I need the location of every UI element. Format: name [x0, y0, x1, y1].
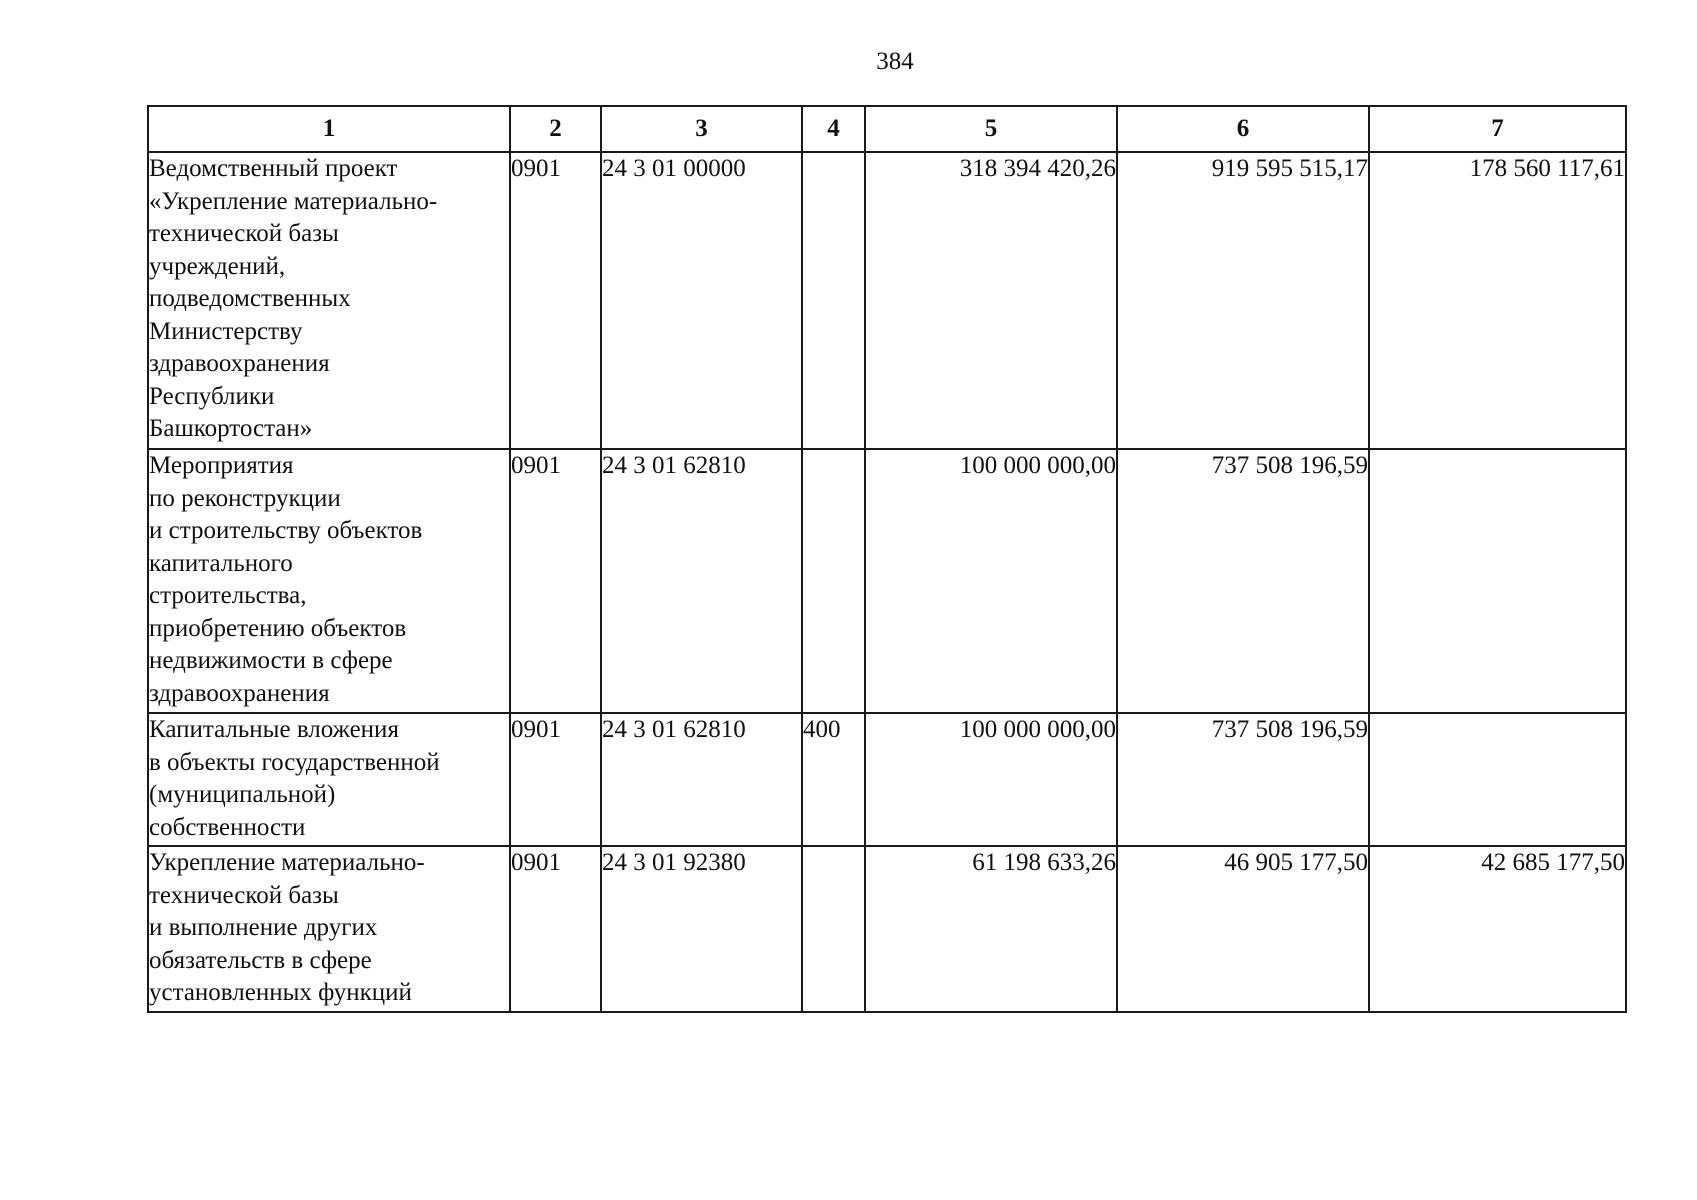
- row-name-line: Капитальные вложения: [149, 716, 399, 743]
- table-row: [148, 846, 1626, 1012]
- row-name-line: в объекты государственной: [149, 748, 440, 776]
- col-header-5: 5: [865, 106, 1117, 152]
- row-name-line: по реконструкции: [149, 484, 341, 512]
- table-row: [148, 449, 1626, 713]
- row-section-cell: 0901: [510, 713, 601, 846]
- row-name-line: установленных функций: [149, 979, 412, 1006]
- row-name-line: Укрепление материально-: [149, 849, 425, 876]
- row-value-7-cell: 42 685 177,50: [1369, 846, 1626, 1012]
- row-name-line: обязательств в сфере: [149, 946, 372, 974]
- row-target-code-cell: 24 3 01 92380: [601, 846, 802, 1012]
- row-name-line: недвижимости в сфере: [149, 647, 393, 674]
- row-expense-type-cell: [802, 152, 865, 449]
- row-value-6-cell: 737 508 196,59: [1117, 449, 1369, 713]
- row-section-cell: 0901: [510, 152, 601, 449]
- row-name-line: и строительству объектов: [149, 517, 423, 544]
- row-name-cell: [148, 449, 510, 713]
- row-name-line: Министерству: [149, 317, 303, 345]
- row-name-line: здравоохранения: [149, 350, 330, 377]
- row-value-5-cell: 100 000 000,00: [865, 449, 1117, 713]
- row-section-cell: 0901: [510, 846, 601, 1012]
- row-name-line: (муниципальной): [149, 781, 336, 808]
- col-header-6: 6: [1117, 106, 1369, 152]
- row-name-line: приобретению объектов: [149, 614, 407, 642]
- row-section-cell: 0901: [510, 449, 601, 713]
- row-name-line: собственности: [149, 813, 306, 841]
- row-value-6-cell: 737 508 196,59: [1117, 713, 1369, 846]
- row-target-code-cell: 24 3 01 00000: [601, 152, 802, 449]
- row-value-6-cell: 919 595 515,17: [1117, 152, 1369, 449]
- row-name-cell: [148, 713, 510, 846]
- row-value-5-cell: 318 394 420,26: [865, 152, 1117, 449]
- row-target-code-cell: 24 3 01 62810: [601, 449, 802, 713]
- col-header-4: 4: [802, 106, 865, 152]
- row-name-line: Республики: [149, 382, 275, 410]
- row-expense-type-cell: [802, 449, 865, 713]
- row-name-line: капитального: [149, 549, 293, 577]
- row-expense-type-cell: 400: [802, 713, 865, 846]
- row-value-6-cell: 46 905 177,50: [1117, 846, 1369, 1012]
- row-name-line: подведомственных: [149, 285, 351, 312]
- row-value-7-cell: [1369, 449, 1626, 713]
- col-header-3: 3: [601, 106, 802, 152]
- col-header-7: 7: [1369, 106, 1626, 152]
- row-name-line: Башкортостан»: [149, 415, 313, 442]
- row-value-7-cell: [1369, 713, 1626, 846]
- row-value-5-cell: 100 000 000,00: [865, 713, 1117, 846]
- row-name-line: Мероприятия: [149, 452, 294, 479]
- table-row: [148, 152, 1626, 449]
- row-expense-type-cell: [802, 846, 865, 1012]
- row-name-cell: [148, 846, 510, 1012]
- budget-table: [147, 105, 1627, 1013]
- row-name-cell: [148, 152, 510, 449]
- row-name-line: Ведомственный проект: [149, 155, 398, 182]
- row-name-line: учреждений,: [149, 252, 286, 280]
- page-number: 384: [876, 48, 914, 75]
- col-header-2: 2: [510, 106, 601, 152]
- row-name-line: и выполнение других: [149, 914, 378, 941]
- row-name-line: здравоохранения: [149, 679, 330, 707]
- col-header-1: 1: [148, 106, 510, 152]
- row-name-line: технической базы: [149, 881, 339, 909]
- row-name-line: строительства,: [149, 582, 307, 609]
- row-value-5-cell: 61 198 633,26: [865, 846, 1117, 1012]
- row-value-7-cell: 178 560 117,61: [1369, 152, 1626, 449]
- header-row: [148, 106, 1626, 152]
- table-row: [148, 713, 1626, 846]
- row-target-code-cell: 24 3 01 62810: [601, 713, 802, 846]
- row-name-line: «Укрепление материально-: [149, 187, 438, 215]
- row-name-line: технической базы: [149, 220, 339, 247]
